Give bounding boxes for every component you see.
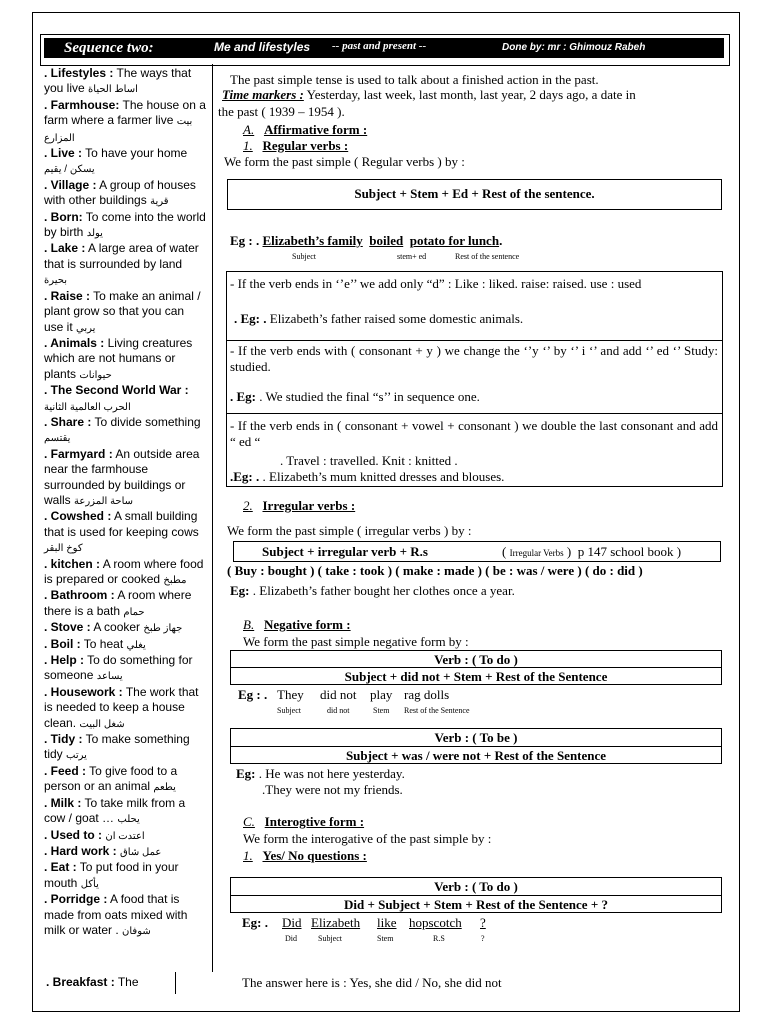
time-markers <box>222 87 636 102</box>
sidebar-definition: An outside area near the farmhouse surrounded by buildings or walls <box>44 446 200 507</box>
interrogative-intro: We form the interogative of the past simple by : <box>243 831 492 846</box>
sidebar-term: . Eat : <box>44 860 77 875</box>
sidebar-arabic: ساحة المزرعة <box>74 495 134 507</box>
negative-be-eg-a-text: . He was not here yesterday. <box>258 766 405 781</box>
negative-eg-w3: play <box>370 687 393 702</box>
sidebar-entry <box>44 146 206 178</box>
sidebar-entry <box>44 289 206 336</box>
sidebar-entry <box>44 383 206 415</box>
negative-eg-l4: Rest of the Sentence <box>404 706 470 715</box>
answer-text: The answer here is : Yes, she did / No, she did not <box>242 975 502 990</box>
negative-eg-w4: rag dolls <box>404 687 450 702</box>
sidebar-arabic: يولد <box>86 228 103 240</box>
sidebar-arabic: يساعد <box>96 671 123 683</box>
sidebar-definition: The house on a farm where a farmer live <box>44 97 206 128</box>
sidebar-entry <box>44 336 206 383</box>
interrogative-eg-w5: ? <box>480 915 486 930</box>
sidebar-definition: To put food in your mouth <box>44 860 179 890</box>
sidebar-definition: To make an animal / plant grow so that you can use it <box>44 288 201 334</box>
rules-divider-2 <box>226 413 723 414</box>
sidebar-definition: Living creatures which are not humans or plants <box>44 335 193 381</box>
sidebar-entry <box>44 637 206 653</box>
sidebar-entry <box>44 685 206 732</box>
sidebar-arabic: يأكل <box>80 878 99 890</box>
section-c-title: Interogtive form : <box>264 814 365 829</box>
sidebar-term: . Share : <box>44 414 92 429</box>
rule-3-examples: . Travel : travelled. Knit : knitted . <box>280 453 458 468</box>
sidebar-term: . Milk : <box>44 795 82 810</box>
regular-title: Regular verbs : <box>262 138 349 153</box>
sidebar-entry <box>44 415 206 447</box>
section-b-title: Negative form : <box>263 617 351 632</box>
sidebar-term: . Feed : <box>44 763 87 778</box>
section-c-heading <box>243 814 364 829</box>
negative-eg-w2: did not <box>320 687 357 702</box>
rules-divider-1 <box>226 340 723 341</box>
intro-text: The past simple tense is used to talk about a finished action in the past. <box>230 72 599 87</box>
sidebar-entry <box>44 210 206 242</box>
rule-1-example-text: Elizabeth’s father raised some domestic animals. <box>269 311 524 326</box>
irregular-intro: We form the past simple ( irregular verbs ) by : <box>227 523 472 538</box>
sidebar-definition: To make something tidy <box>44 732 190 762</box>
sidebar-entry <box>44 557 206 589</box>
sidebar-arabic: شغل البيت <box>79 718 125 730</box>
sidebar-entry <box>44 764 206 796</box>
sidebar-term: . Tidy : <box>44 732 83 747</box>
sidebar-entry <box>44 509 206 556</box>
rule-2-example: . Eg: . We studied the final “s’’ in sequence one. <box>230 389 480 404</box>
interrogative-eg-l3: Stem <box>377 934 394 943</box>
sidebar-entry <box>44 860 206 892</box>
interrogative-eg-w1: Did <box>282 915 302 930</box>
sidebar-arabic: كوخ البقر <box>44 543 83 555</box>
section-b-heading <box>243 617 351 632</box>
sidebar-definition: To do something for someone <box>44 653 193 683</box>
sequence-label: Sequence two: <box>64 40 154 56</box>
irregular-formula: Subject + irregular verb + R.s <box>262 544 428 559</box>
sidebar-entry <box>44 828 206 844</box>
sidebar-definition: A group of houses with other buildings <box>44 177 196 208</box>
irregular-heading <box>243 498 355 513</box>
sidebar-definition: To have your home <box>85 146 188 161</box>
negative-eg-l1: Subject <box>277 706 301 715</box>
sidebar-term: . The Second World War : <box>44 383 189 398</box>
sidebar-term: . Breakfast : <box>46 975 115 989</box>
interrogative-eg-l2: Subject <box>318 934 342 943</box>
sidebar-term: . Porridge : <box>44 892 108 907</box>
sidebar-arabic: حمام <box>123 606 145 618</box>
sidebar-definition: To heat <box>83 636 124 651</box>
sidebar-arabic: جهاز طبخ <box>143 623 183 635</box>
sidebar-term: . Raise : <box>44 288 91 303</box>
irregular-num: 2. <box>243 498 253 513</box>
negative-be-formula: Subject + was / were not + Rest of the Sentence <box>345 748 607 763</box>
negative-eg-w1: They <box>277 687 304 702</box>
irregular-title: Irregular verbs : <box>262 498 356 513</box>
regular-num: 1. <box>243 138 253 153</box>
sidebar-definition: The ways that you live <box>44 66 192 96</box>
sidebar-entry <box>44 178 206 210</box>
sidebar-term: . Lifestyles : <box>44 66 114 80</box>
sidebar-term: . Farmhouse: <box>44 97 120 112</box>
time-markers-text2: the past ( 1939 – 1954 ). <box>218 104 345 119</box>
negative-do-formula: Subject + did not + Stem + Rest of the Sentence <box>344 669 608 684</box>
author: Done by: mr : Ghimouz Rabeh <box>502 42 646 53</box>
sidebar-term: . Animals : <box>44 335 105 350</box>
regular-formula: Subject + Stem + Ed + Rest of the sentence. <box>354 186 595 201</box>
sidebar-definition: A large area of water that is surrounded by land <box>44 241 199 271</box>
column-divider <box>212 64 213 972</box>
example-1-label-rest: Rest of the sentence <box>455 252 520 261</box>
interrogative-verb: Verb : ( To do ) <box>434 879 518 894</box>
sidebar-arabic: اعتدت ان <box>105 830 145 842</box>
sidebar-arabic: عمل شاق <box>120 846 162 858</box>
sidebar-definition: A room where there is a bath <box>44 588 192 618</box>
sidebar-entry <box>44 241 206 288</box>
sidebar-term: . Lake : <box>44 241 86 256</box>
header-bar <box>44 38 724 58</box>
sidebar-entry <box>44 447 206 510</box>
sidebar-entry <box>44 620 206 636</box>
sidebar-term: . kitchen : <box>44 556 101 571</box>
sidebar-arabic: شوفان <box>122 925 151 937</box>
section-a-label: A. <box>243 122 255 137</box>
interrogative-eg-label: Eg: . <box>242 915 268 930</box>
negative-be-eg-b: .They were not my friends. <box>262 782 403 797</box>
yes-no-num: 1. <box>243 848 253 863</box>
negative-be-divider <box>230 746 722 747</box>
eg-label: Eg : <box>230 233 253 248</box>
example-1: Eg : . Elizabeth’s family boiled potato for lunch. <box>230 233 503 248</box>
sidebar-term: . Village : <box>44 177 97 192</box>
interrogative-eg-w3: like <box>377 915 397 930</box>
sidebar-arabic: حيوانات <box>79 369 112 381</box>
sidebar-term: . Housework : <box>44 684 123 699</box>
sidebar-term: . Live : <box>44 146 83 161</box>
rule-2-example-text: . We studied the final “s’’ in sequence one. <box>259 389 480 404</box>
sidebar-term: . Used to : <box>44 827 103 842</box>
sidebar-definition: The <box>117 975 139 989</box>
section-a-heading <box>243 122 367 137</box>
sidebar-entry <box>44 892 206 939</box>
sidebar-entry <box>44 844 206 860</box>
interrogative-formula: Did + Subject + Stem + Rest of the Sentence + ? <box>344 897 608 912</box>
vocabulary-sidebar <box>44 66 206 939</box>
irregular-note: ( Irregular Verbs ) p 147 school book ) <box>502 544 682 559</box>
sidebar-term: . Hard work : <box>44 843 117 858</box>
sidebar-term: . Help : <box>44 653 85 668</box>
sidebar-arabic: يقتسم <box>44 433 71 445</box>
interrogative-eg-l5: ? <box>481 934 485 943</box>
example-1-label-subject: Subject <box>292 252 316 261</box>
yes-no-title: Yes/ No questions : <box>262 848 367 863</box>
negative-do-verb: Verb : ( To do ) <box>434 652 518 667</box>
irregular-note-page: p 147 school book <box>577 544 674 559</box>
time-markers-label: Time markers : <box>222 87 304 102</box>
time-markers-text: Yesterday, last week, last month, last year, 2 days ago, a date in <box>306 87 636 102</box>
sidebar-entry <box>44 653 206 685</box>
sidebar-arabic: بحيرة <box>44 275 68 287</box>
sidebar-arabic: يحلب <box>117 814 140 826</box>
irregular-note-small: Irregular Verbs <box>509 548 564 558</box>
irregular-example-text: Elizabeth’s father bought her clothes once a year. <box>259 583 515 598</box>
negative-be-eg-a: Eg: . He was not here yesterday. <box>236 766 405 781</box>
negative-be-verb: Verb : ( To be ) <box>434 730 518 745</box>
interrogative-eg-w4: hopscotch <box>409 915 462 930</box>
sidebar-arabic: بيت المزارع <box>44 116 193 144</box>
interrogative-eg-l1: Did <box>285 934 297 943</box>
sidebar-arabic: يربي <box>76 322 96 334</box>
rule-1: - If the verb ends in ‘’e’’ we add only “d” : Like : liked. raise: raised. use : used <box>230 276 642 291</box>
sidebar-arabic: الحرب العالمية الثانية <box>44 401 131 413</box>
sidebar-definition: To come into the world by birth <box>44 209 206 240</box>
sidebar-entry <box>44 98 206 146</box>
example-rest: potato for lunch <box>409 233 500 248</box>
sequence-subtitle: -- past and present -- <box>332 40 427 52</box>
sidebar-arabic: يطعم <box>153 782 176 794</box>
sidebar-arabic: يرتب <box>66 750 87 762</box>
sidebar-term: . Cowshed : <box>44 509 112 524</box>
sidebar-arabic: اساط الحياة <box>88 84 138 96</box>
sidebar-bottom-entry <box>46 975 139 989</box>
irregular-example: Eg: . Elizabeth’s father bought her clothes once a year. <box>230 583 515 598</box>
sidebar-arabic: قرية <box>150 196 169 208</box>
section-c-label: C. <box>243 814 255 829</box>
sidebar-entry <box>44 796 206 828</box>
regular-intro: We form the past simple ( Regular verbs ) by : <box>224 154 465 169</box>
sidebar-definition: A cooker <box>93 620 141 635</box>
sidebar-definition: A room where food is prepared or cooked <box>44 556 204 586</box>
sidebar-term: . Boil : <box>44 636 81 651</box>
sidebar-definition: A food that is made from oats mixed with milk or water . <box>44 892 188 937</box>
interrogative-divider <box>230 895 722 896</box>
rule-3-example: .Eg: . . Elizabeth’s mum knitted dresses and blouses. <box>230 469 505 484</box>
rule-2: - If the verb ends with ( consonant + y ) we change the ‘’y ‘’ by ‘’ i ‘’ and add ‘’ ed ‘’ Study: studied. <box>230 343 718 374</box>
rule-1-example: . Eg: . Elizabeth’s father raised some domestic animals. <box>234 311 524 326</box>
rule-3: - If the verb ends in ( consonant + vowel + consonant ) we double the last consonant and add “ ed “ <box>230 418 718 449</box>
sidebar-entry <box>44 66 206 98</box>
example-subject: Elizabeth’s family <box>262 233 363 248</box>
sidebar-term: . Bathroom : <box>44 588 115 603</box>
negative-eg-l2: did not <box>327 706 350 715</box>
interrogative-eg-l4: R.S <box>433 934 445 943</box>
sidebar-arabic: يسكن / يقيم <box>44 164 95 176</box>
section-b-label: B. <box>243 617 255 632</box>
sidebar-term: . Born: <box>44 209 83 224</box>
irregular-pairs: ( Buy : bought ) ( take : took ) ( make : made ) ( be : was / were ) ( do : did ) <box>227 563 643 578</box>
example-verb: boiled <box>369 233 404 248</box>
bottom-divider <box>175 972 176 994</box>
rule-3-example-text: . Elizabeth’s mum knitted dresses and blouses. <box>262 469 505 484</box>
sidebar-entry <box>44 732 206 764</box>
sidebar-definition: To divide something <box>94 414 201 429</box>
sidebar-term: . Stove : <box>44 620 91 635</box>
sequence-title: Me and lifestyles <box>214 40 311 54</box>
sidebar-definition: To give food to a person or an animal <box>44 763 178 794</box>
yes-no-heading <box>243 848 367 863</box>
sidebar-arabic: مطبخ <box>163 575 187 586</box>
negative-eg-label: Eg : . <box>238 687 268 702</box>
example-1-label-stem: stem+ ed <box>397 252 427 261</box>
sidebar-entry <box>44 588 206 620</box>
negative-eg-l3: Stem <box>373 706 390 715</box>
sidebar-term: . Farmyard : <box>44 446 113 461</box>
sidebar-definition: A small building that is used for keeping cows <box>44 509 199 539</box>
section-a-title: Affirmative form : <box>263 122 368 137</box>
sidebar-definition: To take milk from a cow / goat … <box>44 795 186 826</box>
negative-intro: We form the past simple negative form by : <box>243 634 469 649</box>
sidebar-definition: The work that is needed to keep a house clean. <box>44 684 199 730</box>
regular-heading <box>243 138 348 153</box>
sidebar-arabic: يغلي <box>126 639 146 651</box>
interrogative-eg-w2: Elizabeth <box>311 915 361 930</box>
